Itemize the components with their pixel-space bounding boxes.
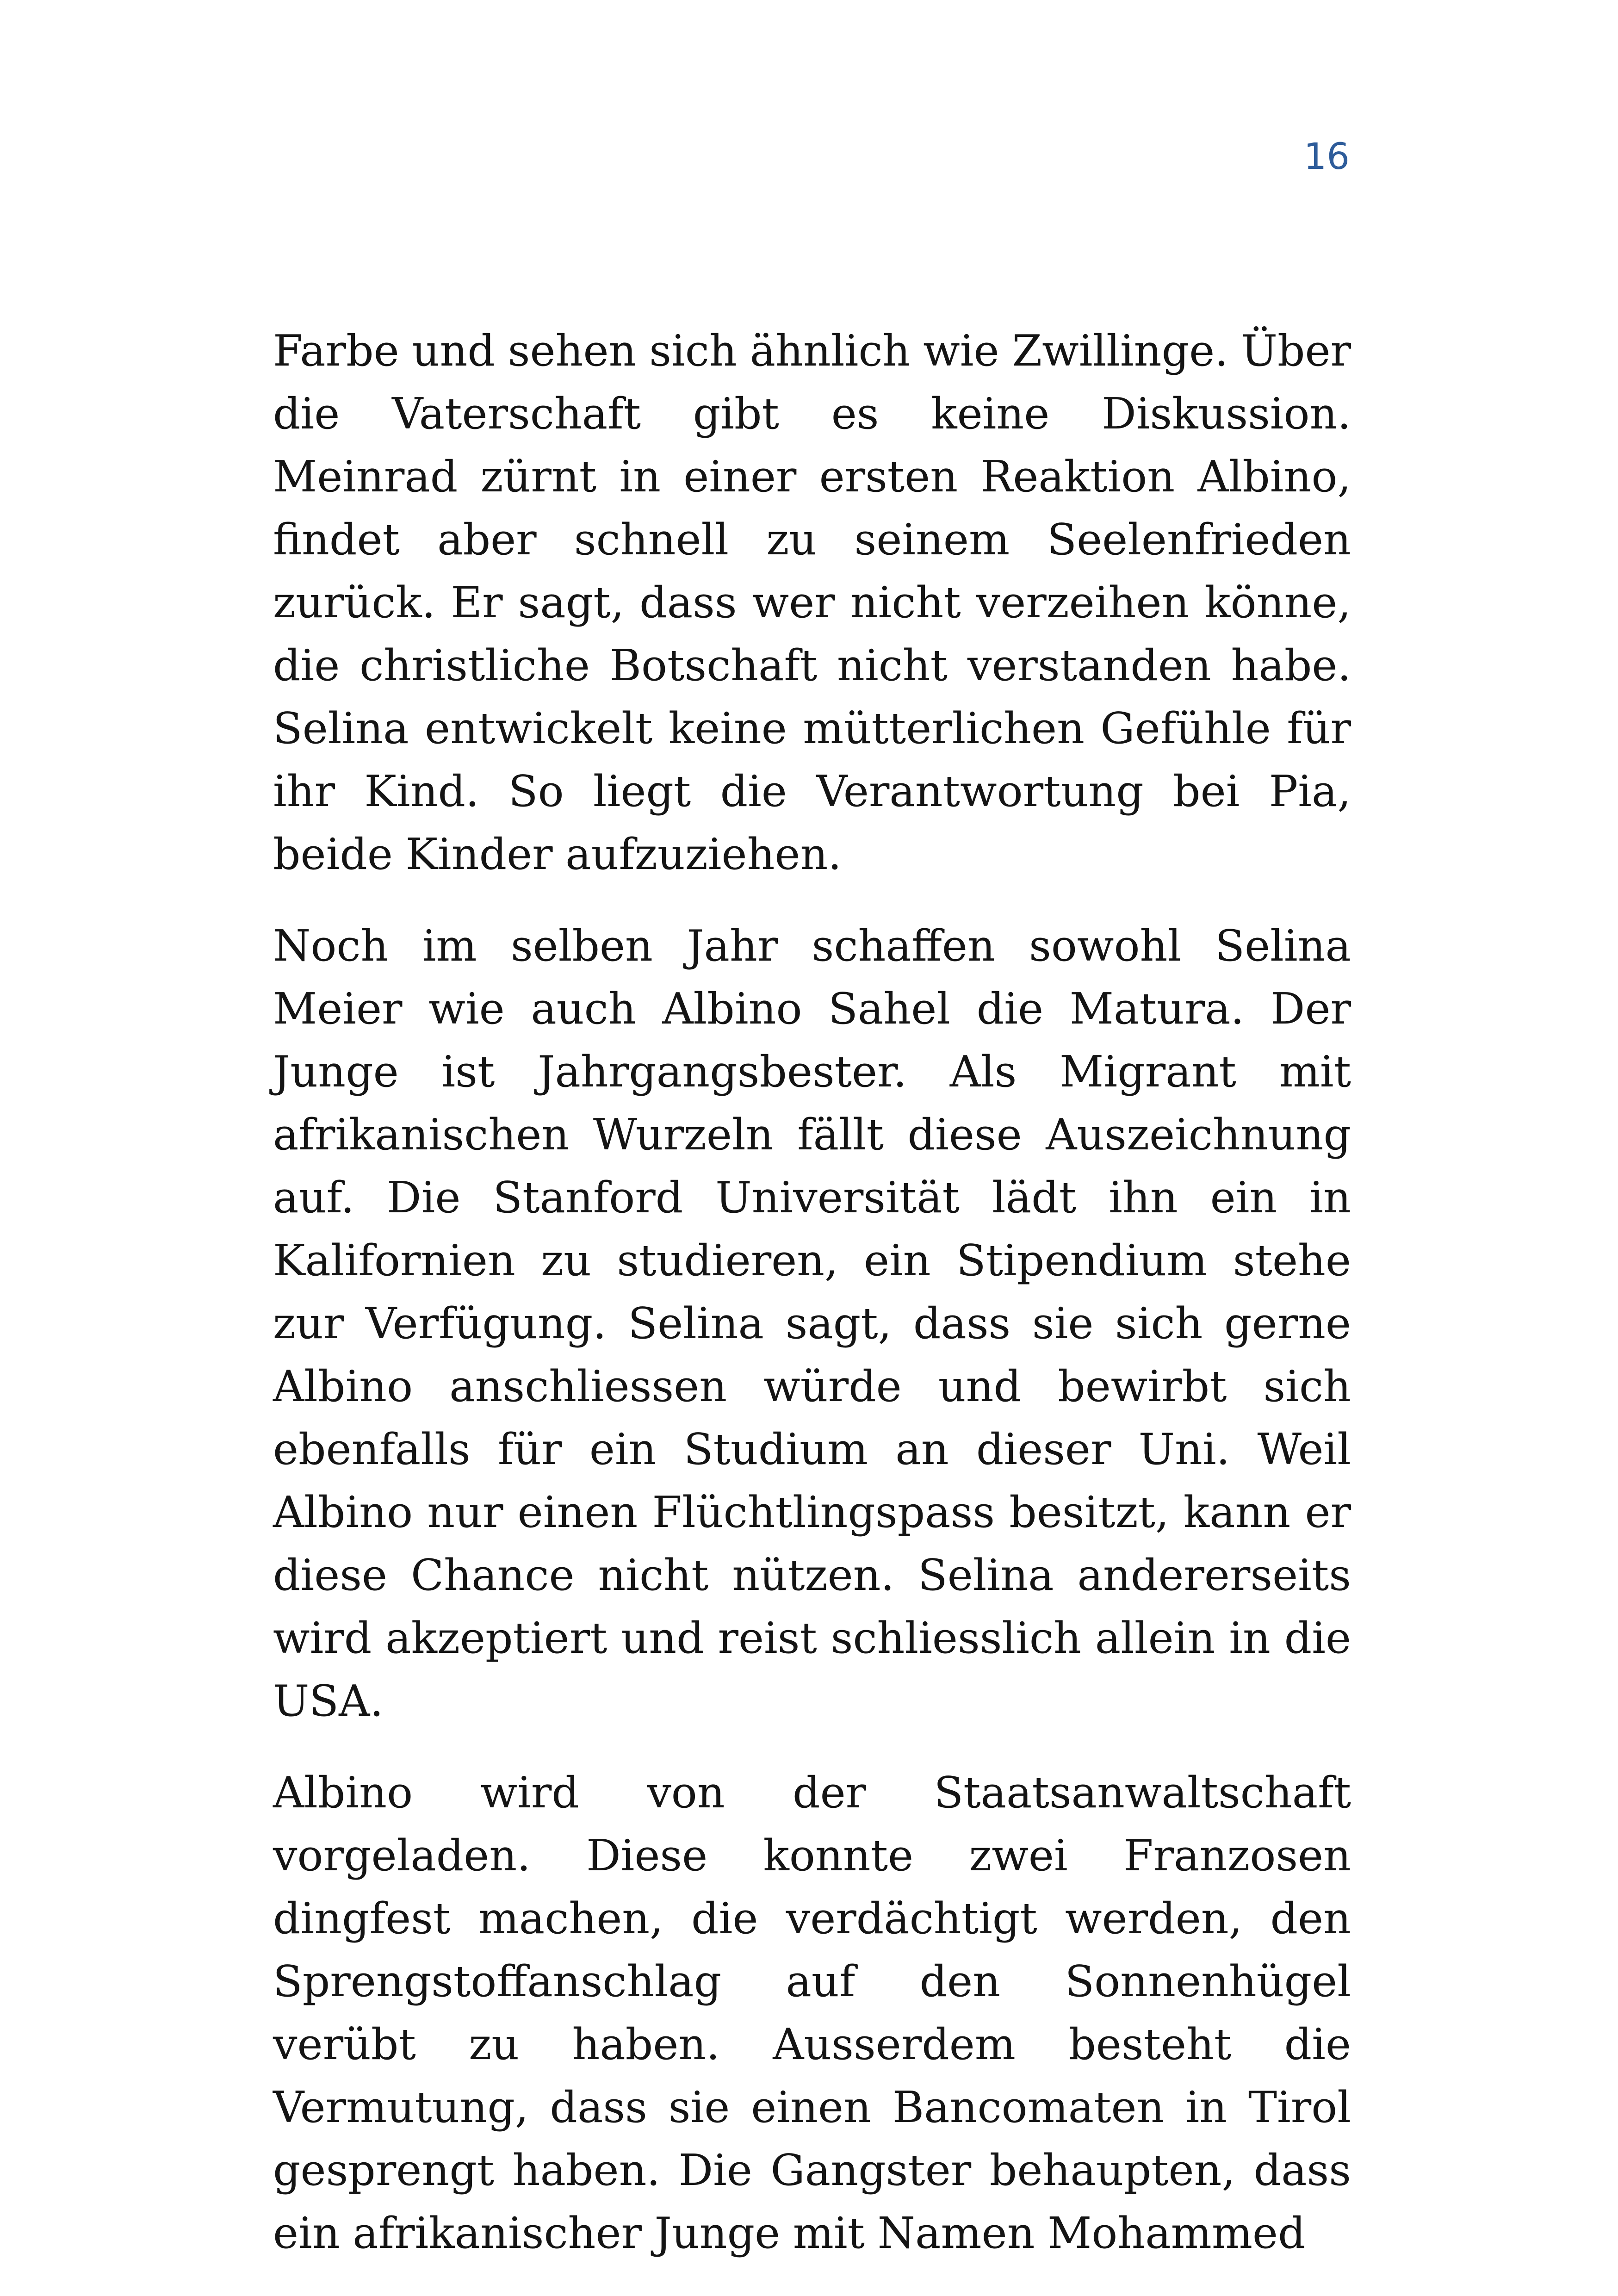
- paragraph-2: Noch im selben Jahr schaffen sowohl Selina Meier wie auch Albino Sahel die Matura. Der Junge ist Jahrgangsbester. Als Migrant mit afrikanischen Wurzeln fällt diese Auszeichnung auf. Die Stanford Universität lädt ihn ein in Kalifornien zu studieren, ein Stipendium stehe zur Verfügung. Selina sagt, dass sie sich gerne Albino anschliessen würde und bewirbt sich ebenfalls für ein Studium an dieser Uni. Weil Albino nur einen Flüchtlingspass besitzt, kann er diese Chance nicht nützen. Selina andererseits wird akzeptiert und reist schliesslich allein in die USA.: [273, 921, 1351, 1726]
- page-number: 16: [1303, 136, 1350, 178]
- body-text: [273, 319, 1351, 2293]
- paragraph-1: Farbe und sehen sich ähnlich wie Zwillinge. Über die Vaterschaft gibt es keine Diskussion. Meinrad zürnt in einer ersten Reaktion Albino, findet aber schnell zu seinem Seelenfrieden zurück. Er sagt, dass wer nicht verzeihen könne, die christliche Botschaft nicht verstanden habe. Selina entwickelt keine mütterlichen Gefühle für ihr Kind. So liegt die Verantwortung bei Pia, beide Kinder aufzuziehen.: [273, 326, 1351, 879]
- paragraph-3: Albino wird von der Staatsanwaltschaft vorgeladen. Diese konnte zwei Franzosen dingfest machen, die verdächtigt werden, den Sprengstoffanschlag auf den Sonnenhügel verübt zu haben. Ausserdem besteht die Vermutung, dass sie einen Bancomaten in Tirol gesprengt haben. Die Gangster behaupten, dass ein afrikanischer Junge mit Namen Mohammed: [273, 1768, 1351, 2258]
